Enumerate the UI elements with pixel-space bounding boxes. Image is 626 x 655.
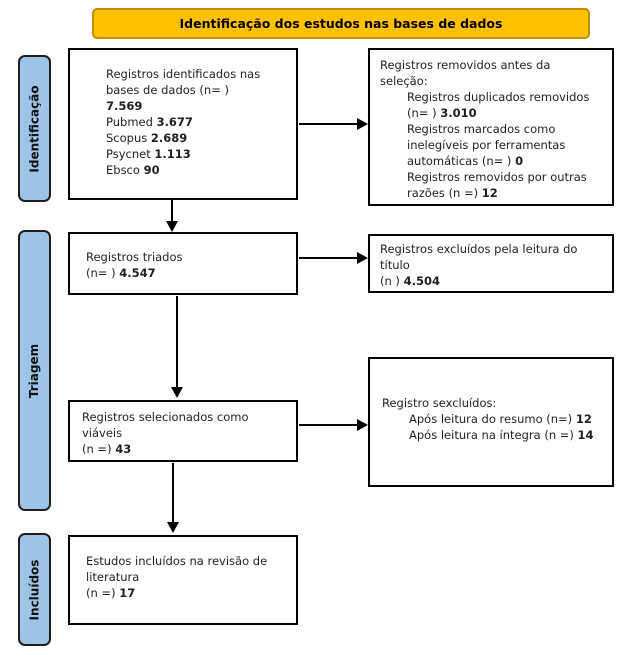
- box-line-text: Registros marcados como: [407, 122, 556, 136]
- box-line-value: 4.504: [403, 274, 440, 288]
- box-line-text: Após leitura na íntegra (n =): [409, 428, 578, 442]
- box-line-text: literatura: [86, 570, 140, 584]
- box-line-value: 12: [481, 186, 498, 200]
- box-line: [380, 241, 608, 257]
- box-line: [380, 105, 608, 121]
- box-line-text: Registros removidos antes da: [380, 58, 551, 72]
- box-line: [82, 425, 290, 441]
- box-line-text: Registros triados: [86, 250, 183, 264]
- box-line: [380, 273, 608, 289]
- stage-identification: [18, 55, 51, 202]
- box-line-value: 7.569: [106, 99, 143, 113]
- arrow-shaft: [299, 257, 357, 259]
- box-line-value: 43: [115, 442, 132, 456]
- box-line-text: inelegíveis por ferramentas: [407, 138, 566, 152]
- box-line: [86, 249, 290, 265]
- box-line: [106, 130, 290, 146]
- box-line: [380, 257, 608, 273]
- box-line: [380, 121, 608, 137]
- box-line: [382, 395, 608, 411]
- box-line-text: Registro sexcluídos:: [382, 396, 497, 410]
- box-line-text: razões (n =): [407, 186, 482, 200]
- box-line-text: Após leitura do resumo (n=): [409, 412, 576, 426]
- box-line-text: Psycnet: [106, 147, 155, 161]
- box-line: [106, 162, 290, 178]
- box-line: [86, 265, 290, 281]
- banner-title: [92, 8, 590, 39]
- box-line-text: Registros removidos por outras: [407, 170, 587, 184]
- box-records-identified: [68, 48, 298, 200]
- box-line: [106, 82, 290, 98]
- box-line-value: 1.113: [154, 147, 191, 161]
- box-line: [86, 585, 290, 601]
- arrow-selected-to-excluded-reading: [299, 419, 368, 431]
- box-line: [380, 57, 608, 73]
- box-line-text: seleção:: [380, 74, 428, 88]
- arrow-shaft: [299, 123, 357, 125]
- stage-screening: [18, 230, 51, 511]
- box-records-excluded-reading: [368, 357, 614, 487]
- box-line: [380, 153, 608, 169]
- arrow-identified-to-removed: [299, 118, 368, 130]
- stage-included-label: Incluídos: [27, 559, 42, 620]
- box-studies-included: [68, 535, 298, 625]
- box-line-text: título: [380, 258, 410, 272]
- box-line-value: 12: [575, 412, 592, 426]
- box-line-text: (n= ): [407, 106, 441, 120]
- box-line: [106, 114, 290, 130]
- stage-screening-label: Triagem: [27, 343, 42, 398]
- box-line-text: (n =): [86, 586, 120, 600]
- arrow-shaft: [299, 424, 357, 426]
- box-line-text: Estudos incluídos na revisão de: [86, 554, 268, 568]
- box-line-text: Registros selecionados como: [82, 410, 249, 424]
- box-line: [380, 73, 608, 89]
- box-line-text: Registros excluídos pela leitura do: [380, 242, 578, 256]
- box-line: [82, 409, 290, 425]
- box-line: [382, 427, 608, 443]
- arrow-shaft: [171, 200, 173, 221]
- box-line-text: (n ): [380, 274, 404, 288]
- box-records-removed-before-selection: [368, 48, 614, 206]
- box-line-text: viáveis: [82, 426, 123, 440]
- box-line-text: Pubmed: [106, 115, 157, 129]
- box-line-text: bases de dados (n= ): [106, 83, 229, 97]
- box-line-value: 90: [143, 163, 160, 177]
- box-records-screened: [68, 232, 298, 295]
- box-line: [380, 169, 608, 185]
- arrow-head-right-icon: [357, 118, 368, 130]
- arrow-head-down-icon: [171, 387, 183, 398]
- box-line: [106, 146, 290, 162]
- banner-title-label: Identificação dos estudos nas bases de dados: [179, 16, 503, 31]
- arrow-shaft: [172, 463, 174, 522]
- arrow-head-down-icon: [167, 522, 179, 533]
- arrow-screened-to-selected: [171, 296, 183, 398]
- box-line: [382, 411, 608, 427]
- box-line-value: 14: [577, 428, 594, 442]
- box-line-text: (n =): [82, 442, 116, 456]
- box-line-text: Registros identificados nas: [106, 67, 261, 81]
- arrow-head-right-icon: [357, 252, 368, 264]
- box-line-value: 0: [515, 154, 524, 168]
- box-line-value: 3.010: [440, 106, 477, 120]
- box-line-text: Scopus: [106, 131, 151, 145]
- arrow-head-right-icon: [357, 419, 368, 431]
- box-line-text: Registros duplicados removidos: [407, 90, 590, 104]
- box-line: [380, 89, 608, 105]
- box-line: [380, 185, 608, 201]
- stage-included: [18, 533, 51, 646]
- box-line-text: Ebsco: [106, 163, 144, 177]
- box-line-value: 2.689: [150, 131, 188, 145]
- box-line-value: 17: [119, 586, 136, 600]
- arrow-selected-to-included: [167, 463, 179, 533]
- box-line: [86, 569, 290, 585]
- box-line: [106, 66, 290, 82]
- box-line: [82, 441, 290, 457]
- box-line-value: 4.547: [119, 266, 156, 280]
- box-line: [86, 553, 290, 569]
- stage-identification-label: Identificação: [27, 84, 42, 173]
- box-records-selected-viable: [68, 400, 298, 462]
- arrow-head-down-icon: [166, 221, 178, 232]
- box-line-value: 3.677: [156, 115, 193, 129]
- box-line: [106, 98, 290, 114]
- arrow-shaft: [176, 296, 178, 387]
- arrow-identified-to-screened: [166, 200, 178, 232]
- box-line: [380, 137, 608, 153]
- box-line-text: automáticas (n= ): [407, 154, 516, 168]
- arrow-screened-to-excluded-title: [299, 252, 368, 264]
- box-line-text: (n= ): [86, 266, 120, 280]
- box-records-excluded-title: [368, 234, 614, 293]
